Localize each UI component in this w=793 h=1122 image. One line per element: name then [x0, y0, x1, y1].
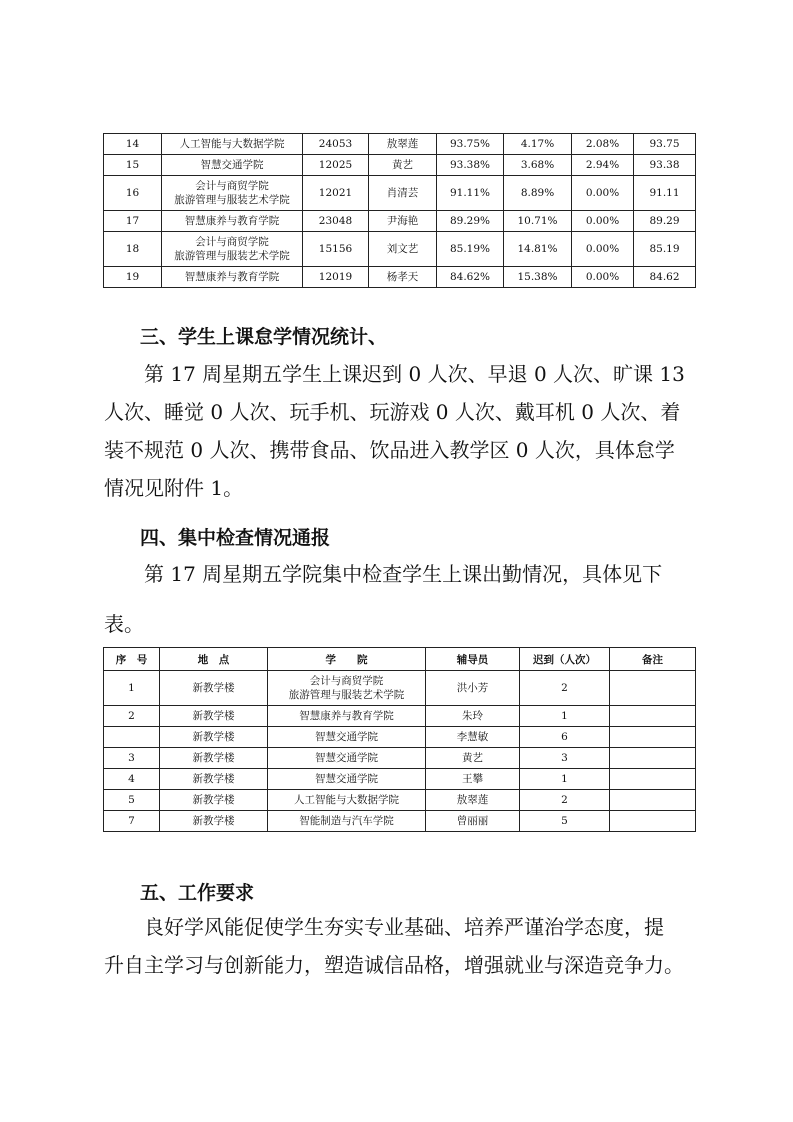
section4-heading: 四、集中检查情况通报: [140, 527, 331, 549]
cell-no: 18: [104, 232, 162, 267]
section3-line: 人次、睡觉 0 人次、玩手机、玩游戏 0 人次、戴耳机 0 人次、着: [104, 400, 681, 424]
cell-counselor: 曾丽丽: [426, 811, 520, 832]
cell-c2: 3.68%: [504, 155, 572, 176]
inspection-table-body: [104, 671, 696, 832]
cell-c1: 85.19%: [437, 232, 504, 267]
cell-college: 智能制造与汽车学院: [268, 811, 426, 832]
cell-c4: 93.38: [634, 155, 696, 176]
cell-c1: 91.11%: [437, 176, 504, 211]
cell-college: 人工智能与大数据学院: [268, 790, 426, 811]
table-row: [104, 748, 696, 769]
cell-c2: 4.17%: [504, 134, 572, 155]
cell-c2: 14.81%: [504, 232, 572, 267]
cell-no: [104, 727, 160, 748]
header-place: 地 点: [160, 648, 268, 671]
cell-c3: 2.08%: [572, 134, 634, 155]
cell-note: [610, 671, 696, 706]
cell-note: [610, 769, 696, 790]
section3-line: 情况见附件 1。: [104, 476, 244, 500]
cell-c2: 8.89%: [504, 176, 572, 211]
cell-c3: 0.00%: [572, 211, 634, 232]
section3-line: 装不规范 0 人次、携带食品、饮品进入教学区 0 人次，具体怠学: [104, 438, 675, 462]
cell-college: 智慧交通学院: [268, 769, 426, 790]
cell-class: 24053: [303, 134, 369, 155]
cell-c4: 93.75: [634, 134, 696, 155]
table-row: [104, 706, 696, 727]
cell-c3: 0.00%: [572, 232, 634, 267]
cell-late: 2: [520, 790, 610, 811]
cell-class: 15156: [303, 232, 369, 267]
cell-name: 肖清芸: [369, 176, 437, 211]
cell-no: 19: [104, 267, 162, 288]
cell-note: [610, 790, 696, 811]
table-row: [104, 769, 696, 790]
cell-c2: 15.38%: [504, 267, 572, 288]
cell-no: 5: [104, 790, 160, 811]
cell-c1: 93.38%: [437, 155, 504, 176]
cell-college: 智慧交通学院: [268, 748, 426, 769]
cell-note: [610, 727, 696, 748]
cell-class: 12019: [303, 267, 369, 288]
cell-late: 1: [520, 706, 610, 727]
header-no: 序 号: [104, 648, 160, 671]
cell-college: 智慧交通学院: [162, 155, 303, 176]
table-row: [104, 811, 696, 832]
cell-c4: 85.19: [634, 232, 696, 267]
cell-counselor: 李慧敏: [426, 727, 520, 748]
cell-late: 3: [520, 748, 610, 769]
cell-c2: 10.71%: [504, 211, 572, 232]
class-attendance-table: [103, 133, 696, 288]
section5-paragraph: [104, 908, 696, 984]
header-college: 学 院: [268, 648, 426, 671]
section3-paragraph: [104, 355, 696, 507]
cell-c1: 93.75%: [437, 134, 504, 155]
table-row: [104, 790, 696, 811]
section5-heading: 五、工作要求: [140, 882, 255, 904]
cell-place: 新教学楼: [160, 706, 268, 727]
inspection-table-header: [104, 648, 696, 671]
cell-place: 新教学楼: [160, 790, 268, 811]
section4-line: 第 17 周星期五学院集中检查学生上课出勤情况，具体见下: [144, 562, 663, 586]
inspection-table: [103, 647, 696, 832]
cell-name: 杨孝天: [369, 267, 437, 288]
cell-counselor: 王攀: [426, 769, 520, 790]
cell-no: 16: [104, 176, 162, 211]
cell-college: 人工智能与大数据学院: [162, 134, 303, 155]
cell-place: 新教学楼: [160, 748, 268, 769]
header-note: 备注: [610, 648, 696, 671]
section4-paragraph: [104, 555, 696, 643]
cell-counselor: 洪小芳: [426, 671, 520, 706]
cell-c4: 89.29: [634, 211, 696, 232]
cell-late: 1: [520, 769, 610, 790]
cell-note: [610, 706, 696, 727]
cell-late: 2: [520, 671, 610, 706]
cell-late: 6: [520, 727, 610, 748]
cell-college: 智慧康养与教育学院: [162, 267, 303, 288]
cell-college: 智慧康养与教育学院: [268, 706, 426, 727]
cell-place: 新教学楼: [160, 811, 268, 832]
cell-place: 新教学楼: [160, 671, 268, 706]
cell-college: 会计与商贸学院 旅游管理与服装艺术学院: [162, 176, 303, 211]
cell-college: 会计与商贸学院 旅游管理与服装艺术学院: [162, 232, 303, 267]
cell-no: 3: [104, 748, 160, 769]
cell-college: 智慧康养与教育学院: [162, 211, 303, 232]
cell-c4: 91.11: [634, 176, 696, 211]
section3-line: 第 17 周星期五学生上课迟到 0 人次、早退 0 人次、旷课 13: [144, 362, 685, 386]
cell-c3: 0.00%: [572, 176, 634, 211]
table-row: [104, 176, 696, 211]
section3-heading: 三、学生上课怠学情况统计、: [140, 326, 388, 348]
header-counselor: 辅导员: [426, 648, 520, 671]
cell-class: 12025: [303, 155, 369, 176]
header-late: 迟到（人次）: [520, 648, 610, 671]
table-row: [104, 134, 696, 155]
cell-class: 23048: [303, 211, 369, 232]
cell-class: 12021: [303, 176, 369, 211]
cell-counselor: 敖翠莲: [426, 790, 520, 811]
table-row: [104, 232, 696, 267]
cell-name: 刘文艺: [369, 232, 437, 267]
section5-line: 升自主学习与创新能力，塑造诚信品格，增强就业与深造竞争力。: [104, 953, 684, 977]
table-row: [104, 267, 696, 288]
class-attendance-table-body: [104, 134, 696, 288]
cell-place: 新教学楼: [160, 727, 268, 748]
table-row: [104, 155, 696, 176]
cell-no: 7: [104, 811, 160, 832]
cell-c1: 89.29%: [437, 211, 504, 232]
cell-name: 尹海艳: [369, 211, 437, 232]
cell-counselor: 朱玲: [426, 706, 520, 727]
section5-line: 良好学风能促使学生夯实专业基础、培养严谨治学态度，提: [144, 915, 664, 939]
cell-no: 2: [104, 706, 160, 727]
cell-c3: 0.00%: [572, 267, 634, 288]
cell-c4: 84.62: [634, 267, 696, 288]
table-row: [104, 211, 696, 232]
cell-no: 15: [104, 155, 162, 176]
cell-name: 敖翠莲: [369, 134, 437, 155]
table-row: [104, 671, 696, 706]
cell-note: [610, 748, 696, 769]
cell-college: 智慧交通学院: [268, 727, 426, 748]
cell-late: 5: [520, 811, 610, 832]
section4-line: 表。: [104, 612, 144, 636]
cell-note: [610, 811, 696, 832]
cell-c1: 84.62%: [437, 267, 504, 288]
cell-no: 4: [104, 769, 160, 790]
cell-c3: 2.94%: [572, 155, 634, 176]
cell-name: 黄艺: [369, 155, 437, 176]
cell-no: 14: [104, 134, 162, 155]
cell-college: 会计与商贸学院 旅游管理与服装艺术学院: [268, 671, 426, 706]
cell-no: 17: [104, 211, 162, 232]
table-row: [104, 727, 696, 748]
cell-no: 1: [104, 671, 160, 706]
cell-counselor: 黄艺: [426, 748, 520, 769]
cell-place: 新教学楼: [160, 769, 268, 790]
